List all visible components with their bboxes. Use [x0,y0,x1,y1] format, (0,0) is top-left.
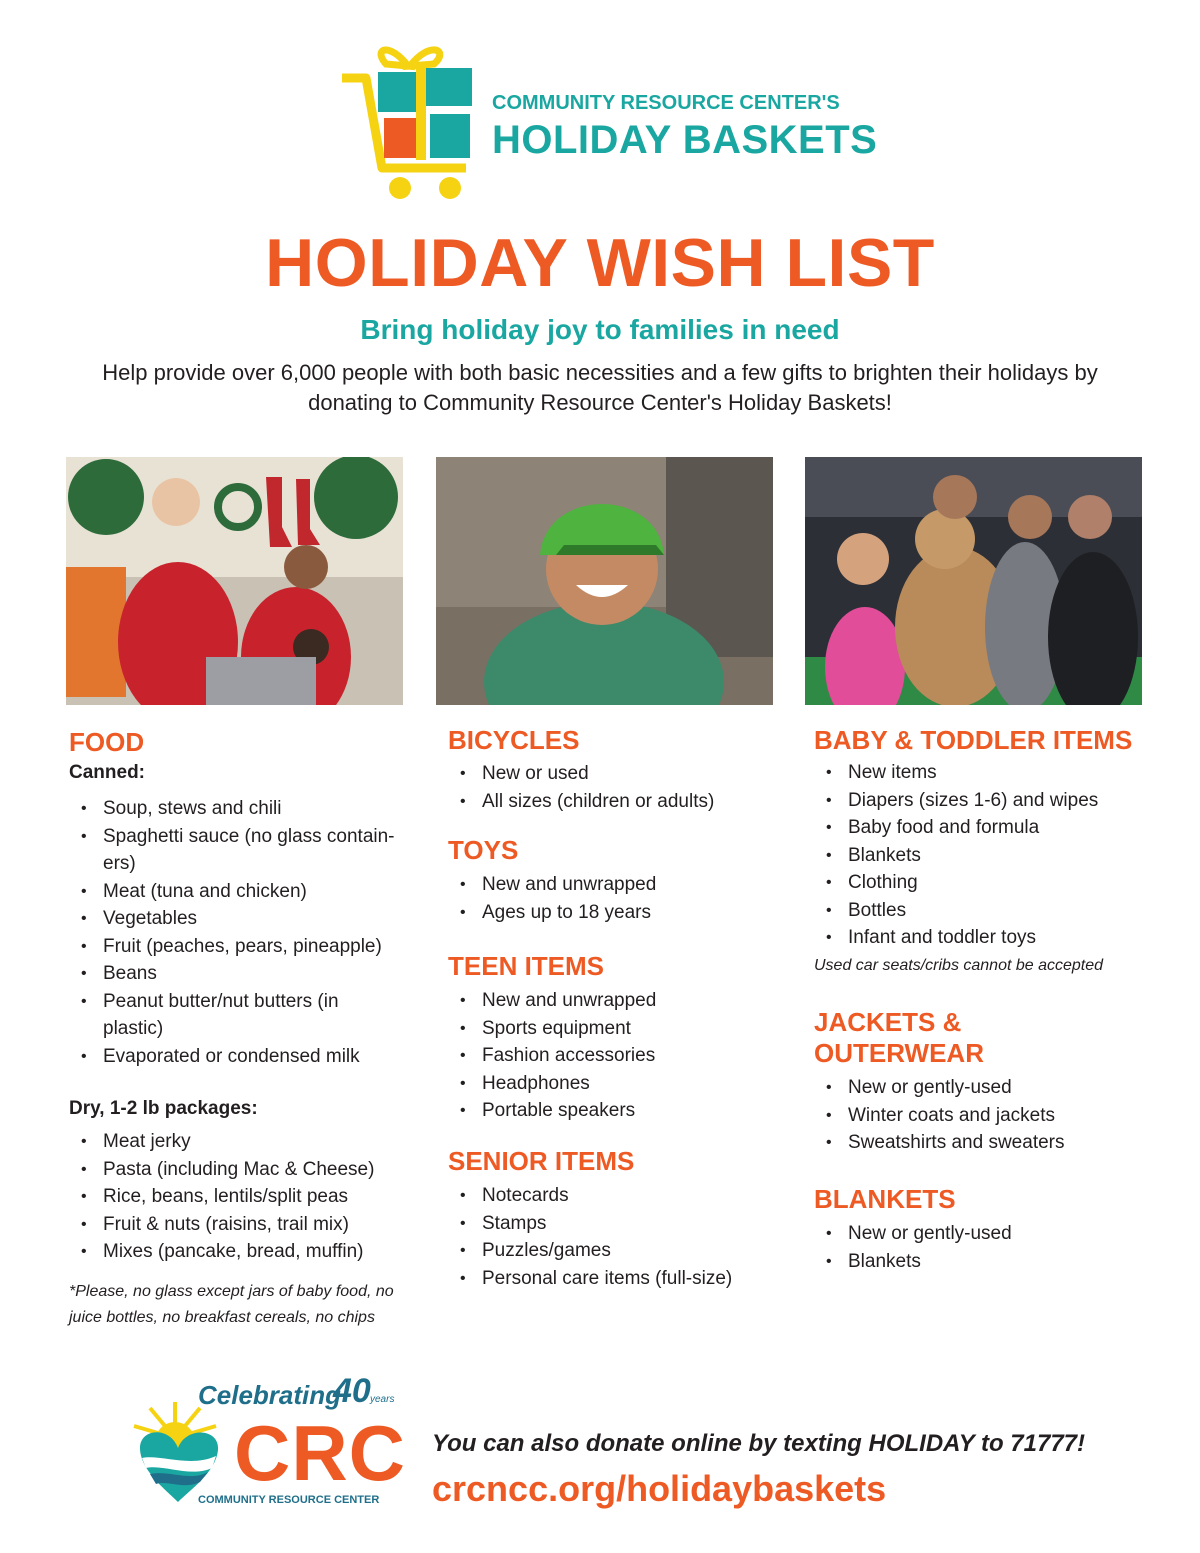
list-item: • Fashion accessories [448,1042,778,1070]
list-item: • New and unwrapped [448,987,778,1015]
list-item: • Blankets [814,1248,1154,1276]
list-item: • Personal care items (full-size) [448,1265,778,1293]
list-item: • Headphones [448,1070,778,1098]
toys-list [448,871,778,926]
dry-list [69,1128,399,1266]
list-item: • Soup, stews and chili [69,795,399,823]
list-item: • Vegetables [69,905,399,933]
list-item: • New and unwrapped [448,871,778,899]
holiday-baskets-cart-logo [338,38,478,203]
page-title: HOLIDAY WISH LIST [265,225,935,301]
canned-label: Canned: [69,762,145,783]
list-item: • Pasta (including Mac & Cheese) [69,1156,399,1184]
crc-years-text: years [370,1394,395,1405]
blankets-heading: BLANKETS [814,1184,956,1214]
photo-family-teddy-bear [805,457,1142,705]
senior-items-heading: SENIOR ITEMS [448,1146,635,1176]
holiday-baskets-url[interactable]: crcncc.org/holidaybaskets [432,1468,887,1509]
crc-40-text: 40 [333,1372,371,1410]
food-heading: FOOD [69,727,145,757]
list-item: • Infant and toddler toys [814,924,1154,952]
list-item: • Meat (tuna and chicken) [69,878,399,906]
list-item: • All sizes (children or adults) [448,788,778,816]
page-subtitle: Bring holiday joy to families in need [360,314,840,345]
bicycles-heading: BICYCLES [448,725,580,755]
donate-text-cta: You can also donate online by texting HOLIDAY to 71777! [432,1430,1086,1457]
list-item: • Peanut butter/nut butters (in plastic) [69,988,399,1043]
photo-volunteers-food [66,457,403,705]
list-item: • Meat jerky [69,1128,399,1156]
list-item: • Baby food and formula [814,814,1154,842]
intro-text: Help provide over 6,000 people with both basic necessities and a few gifts to brighten their holidays by donating to Community Resource Center's Holiday Baskets! [102,360,1098,415]
jackets-list [814,1074,1154,1157]
jackets-heading-line1: JACKETS & [814,1007,962,1037]
toys-heading: TOYS [448,835,519,865]
baby-note: Used car seats/cribs cannot be accepted [814,957,1104,974]
list-item: • New or gently-used [814,1220,1154,1248]
baby-toddler-list [814,759,1154,952]
list-item: • Sweatshirts and sweaters [814,1129,1154,1157]
list-item: • Bottles [814,897,1154,925]
list-item: • Fruit & nuts (raisins, trail mix) [69,1211,399,1239]
photo-child-bicycle [436,457,773,705]
senior-items-list [448,1182,778,1292]
list-item: • Mixes (pancake, bread, muffin) [69,1238,399,1266]
list-item: • Ages up to 18 years [448,899,778,927]
list-item: • Stamps [448,1210,778,1238]
blankets-list [814,1220,1154,1275]
logo-text-line1: COMMUNITY RESOURCE CENTER'S [492,92,840,114]
list-item: • Notecards [448,1182,778,1210]
list-item: • Clothing [814,869,1154,897]
list-item: • Fruit (peaches, pears, pineapple) [69,933,399,961]
crc-celebrating-text: Celebrating [198,1380,342,1410]
list-item: • Portable speakers [448,1097,778,1125]
teen-items-list [448,987,778,1125]
list-item: • Rice, beans, lentils/split peas [69,1183,399,1211]
list-item: • Blankets [814,842,1154,870]
list-item: • Beans [69,960,399,988]
list-item: • New items [814,759,1154,787]
crc-heart-sun-logo [120,1398,240,1508]
jackets-heading-line2: OUTERWEAR [814,1038,984,1068]
list-item: • Diapers (sizes 1-6) and wipes [814,787,1154,815]
baby-toddler-heading: BABY & TODDLER ITEMS [814,725,1133,755]
teen-items-heading: TEEN ITEMS [448,951,605,981]
list-item: • Spaghetti sauce (no glass contain-ers) [69,823,399,878]
list-item: • Evaporated or condensed milk [69,1043,399,1071]
list-item: • New or used [448,760,778,788]
crc-name-text: COMMUNITY RESOURCE CENTER [198,1494,380,1506]
food-note: *Please, no glass except jars of baby food, no juice bottles, no breakfast cereals, no chips [69,1283,394,1326]
list-item: • Sports equipment [448,1015,778,1043]
list-item: • Winter coats and jackets [814,1102,1154,1130]
list-item: • New or gently-used [814,1074,1154,1102]
dry-label: Dry, 1-2 lb packages: [69,1098,258,1119]
bicycles-list [448,760,778,815]
logo-text-line2: HOLIDAY BASKETS [492,118,878,162]
list-item: • Puzzles/games [448,1237,778,1265]
crc-logo-text: CRC [234,1409,406,1497]
canned-list [69,795,399,1070]
